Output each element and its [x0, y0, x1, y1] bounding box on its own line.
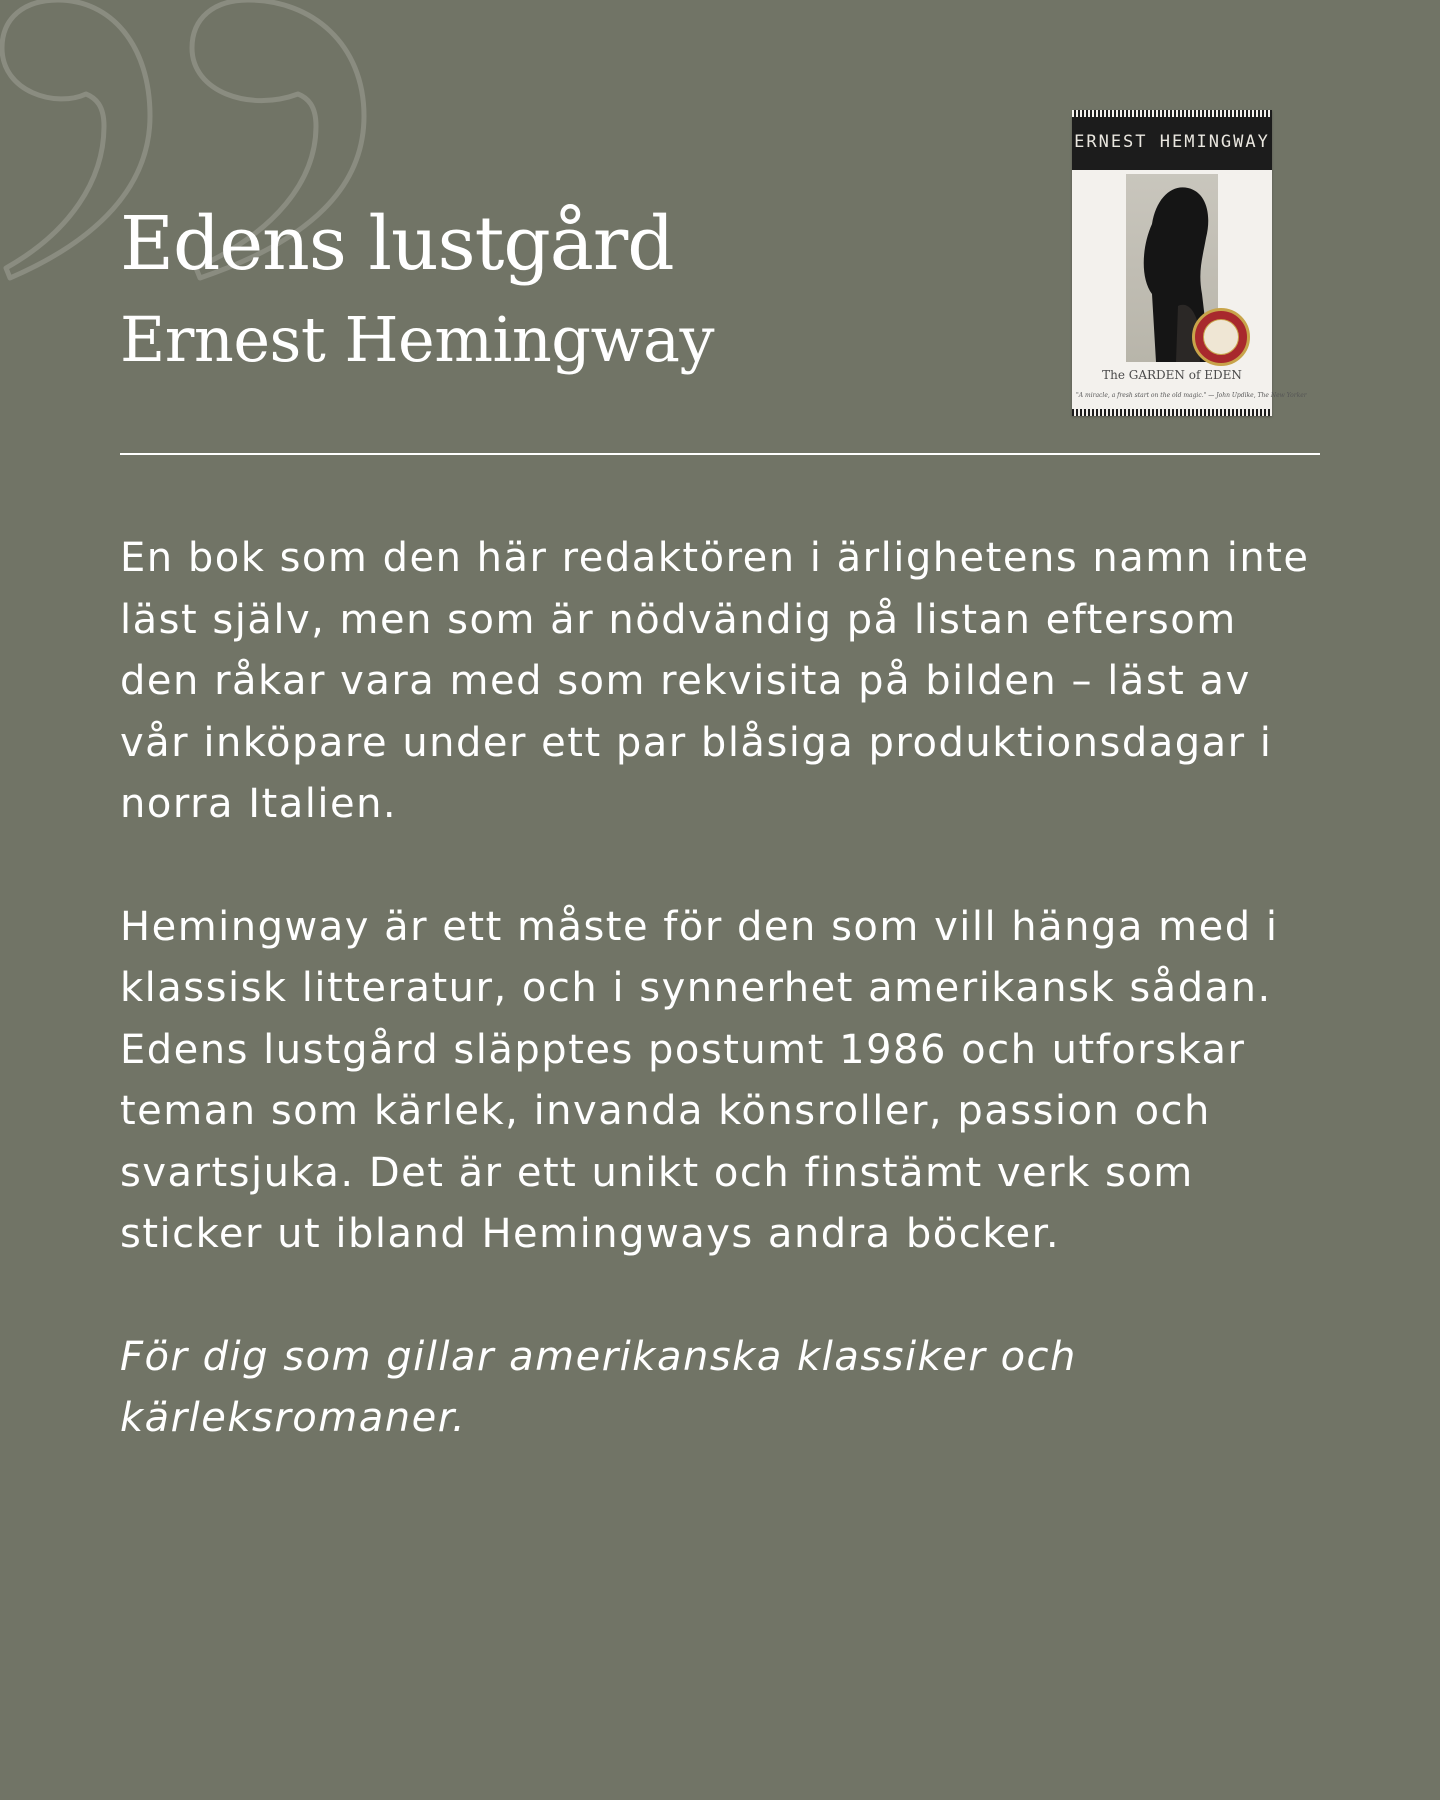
review-paragraph: Hemingway är ett måste för den som vill hänga med i klassisk litteratur, och i synnerhet amerikansk sådan. Edens lustgård släpptes postumt 1986 och utforskar teman som kärlek, invanda könsroller, passion och svartsjuka. Det är ett unikt och finstämt verk som sticker ut ibland Hemingways andra böcker.: [120, 903, 1279, 1257]
cover-author-text: ERNEST HEMINGWAY: [1074, 132, 1270, 152]
book-title: Edens lustgård: [120, 201, 674, 287]
book-cover-image: [1072, 110, 1307, 416]
cover-top-band: [1072, 110, 1272, 170]
cover-subtitle-text: The GARDEN of EDEN: [1102, 368, 1242, 382]
book-author: Ernest Hemingway: [120, 303, 715, 376]
cover-tagline-text: "A miracle, a fresh start on the old magic." — John Updike, The New Yorker: [1076, 392, 1307, 399]
review-body: [120, 528, 1330, 1511]
cover-top-ticks: [1072, 110, 1272, 117]
review-paragraph: En bok som den här redaktören i ärlighetens namn inte läst själv, men som är nödvändig på listan eftersom den råkar vara med som rekvisita på bilden – läst av vår inköpare under ett par blåsiga produktionsdagar i norra Italien.: [120, 535, 1310, 827]
recommendation-text: För dig som gillar amerikanska klassiker och kärleksromaner.: [120, 1333, 1077, 1441]
cover-bottom-ticks: [1072, 409, 1272, 416]
cover-seal-icon: [1192, 308, 1250, 366]
section-divider: [120, 453, 1320, 455]
